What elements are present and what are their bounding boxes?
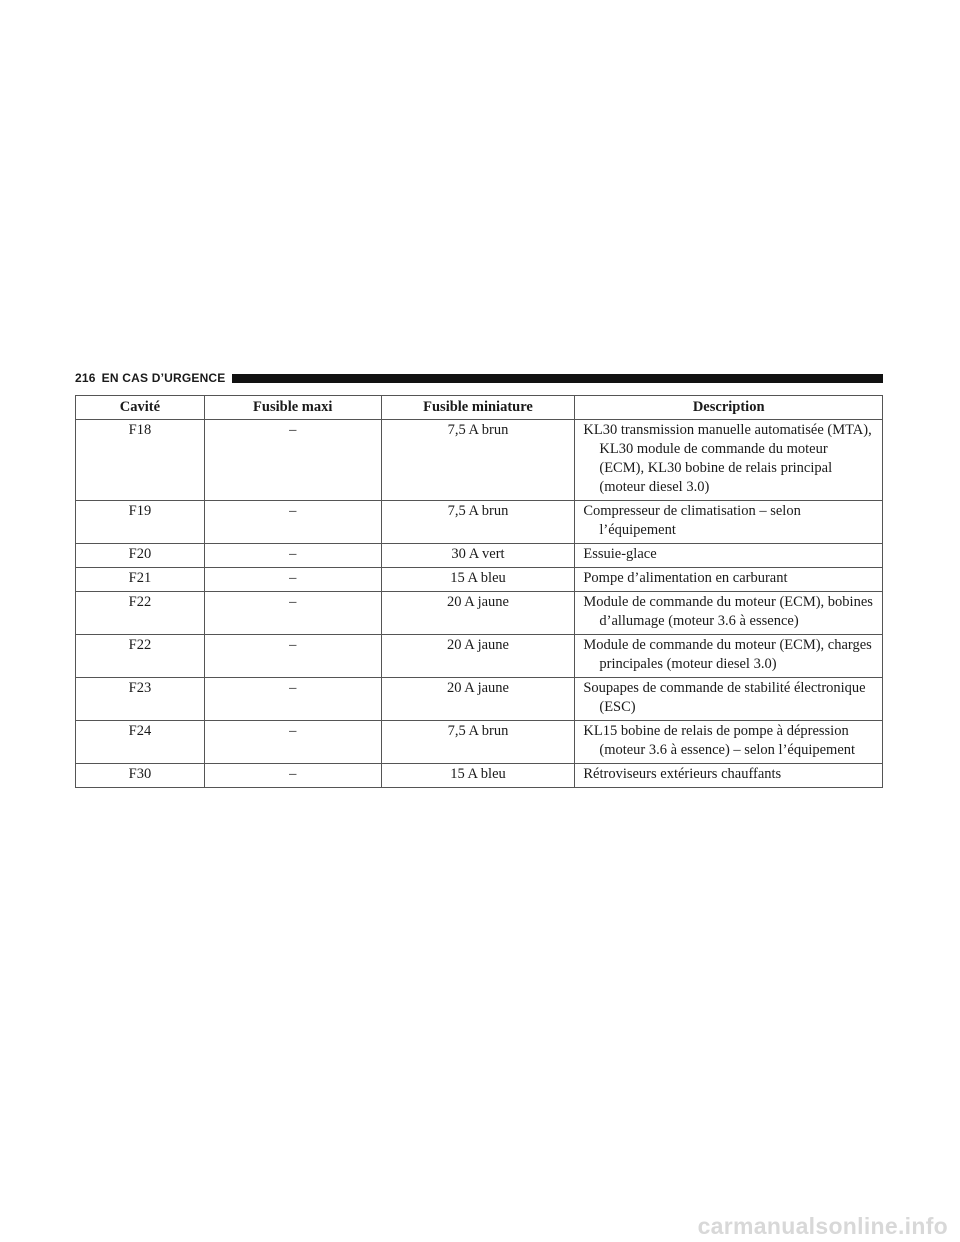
cell-mini-fuse: 15 A bleu bbox=[381, 764, 575, 788]
cell-maxi-fuse: – bbox=[204, 420, 381, 501]
cell-cavity: F19 bbox=[76, 501, 205, 544]
description-text: KL30 transmission manuelle automatisée (MTA), KL30 module de commande du moteur (ECM), KL30 bobine de relais principal (moteur diesel 3.0) bbox=[583, 422, 872, 495]
table-row bbox=[76, 420, 883, 501]
cell-description bbox=[575, 678, 883, 721]
table-row bbox=[76, 501, 883, 544]
table-row bbox=[76, 592, 883, 635]
description-text: Module de commande du moteur (ECM), bobines d’allumage (moteur 3.6 à essence) bbox=[583, 594, 873, 629]
column-header-cavity: Cavité bbox=[76, 396, 205, 420]
table-row bbox=[76, 678, 883, 721]
cell-description bbox=[575, 764, 883, 788]
page-number: 216 bbox=[75, 371, 96, 385]
cell-description bbox=[575, 420, 883, 501]
column-header-description: Description bbox=[575, 396, 883, 420]
cell-cavity: F30 bbox=[76, 764, 205, 788]
cell-maxi-fuse: – bbox=[204, 721, 381, 764]
cell-mini-fuse: 15 A bleu bbox=[381, 568, 575, 592]
cell-maxi-fuse: – bbox=[204, 501, 381, 544]
cell-description bbox=[575, 635, 883, 678]
description-text: Module de commande du moteur (ECM), charges principales (moteur diesel 3.0) bbox=[583, 637, 872, 672]
cell-mini-fuse: 20 A jaune bbox=[381, 592, 575, 635]
description-text: Soupapes de commande de stabilité électronique (ESC) bbox=[583, 680, 866, 715]
column-header-mini-fuse: Fusible miniature bbox=[381, 396, 575, 420]
cell-mini-fuse: 20 A jaune bbox=[381, 678, 575, 721]
cell-description bbox=[575, 544, 883, 568]
header-rule bbox=[232, 374, 883, 383]
table-row bbox=[76, 721, 883, 764]
cell-mini-fuse: 7,5 A brun bbox=[381, 721, 575, 764]
watermark: carmanualsonline.info bbox=[697, 1213, 948, 1239]
table-row bbox=[76, 764, 883, 788]
table-row bbox=[76, 544, 883, 568]
table-row bbox=[76, 568, 883, 592]
cell-maxi-fuse: – bbox=[204, 678, 381, 721]
description-text: Essuie-glace bbox=[583, 546, 657, 562]
section-title: EN CAS D’URGENCE bbox=[101, 371, 226, 385]
column-header-maxi-fuse: Fusible maxi bbox=[204, 396, 381, 420]
cell-mini-fuse: 7,5 A brun bbox=[381, 420, 575, 501]
cell-cavity: F18 bbox=[76, 420, 205, 501]
cell-description bbox=[575, 592, 883, 635]
cell-cavity: F21 bbox=[76, 568, 205, 592]
page-header bbox=[75, 370, 883, 386]
cell-cavity: F23 bbox=[76, 678, 205, 721]
table-row bbox=[76, 635, 883, 678]
cell-maxi-fuse: – bbox=[204, 544, 381, 568]
cell-description bbox=[575, 721, 883, 764]
description-text: KL15 bobine de relais de pompe à dépression (moteur 3.6 à essence) – selon l’équipement bbox=[583, 723, 856, 758]
cell-mini-fuse: 20 A jaune bbox=[381, 635, 575, 678]
cell-cavity: F20 bbox=[76, 544, 205, 568]
cell-description bbox=[575, 568, 883, 592]
cell-cavity: F22 bbox=[76, 592, 205, 635]
cell-cavity: F24 bbox=[76, 721, 205, 764]
fuse-table bbox=[75, 395, 883, 788]
cell-maxi-fuse: – bbox=[204, 635, 381, 678]
description-text: Rétroviseurs extérieurs chauffants bbox=[583, 766, 782, 782]
cell-cavity: F22 bbox=[76, 635, 205, 678]
cell-maxi-fuse: – bbox=[204, 568, 381, 592]
cell-mini-fuse: 30 A vert bbox=[381, 544, 575, 568]
cell-mini-fuse: 7,5 A brun bbox=[381, 501, 575, 544]
cell-maxi-fuse: – bbox=[204, 592, 381, 635]
description-text: Pompe d’alimentation en carburant bbox=[583, 570, 788, 586]
table-header-row bbox=[76, 396, 883, 420]
table-body bbox=[76, 420, 883, 788]
cell-maxi-fuse: – bbox=[204, 764, 381, 788]
description-text: Compresseur de climatisation – selon l’équipement bbox=[583, 503, 801, 538]
cell-description bbox=[575, 501, 883, 544]
